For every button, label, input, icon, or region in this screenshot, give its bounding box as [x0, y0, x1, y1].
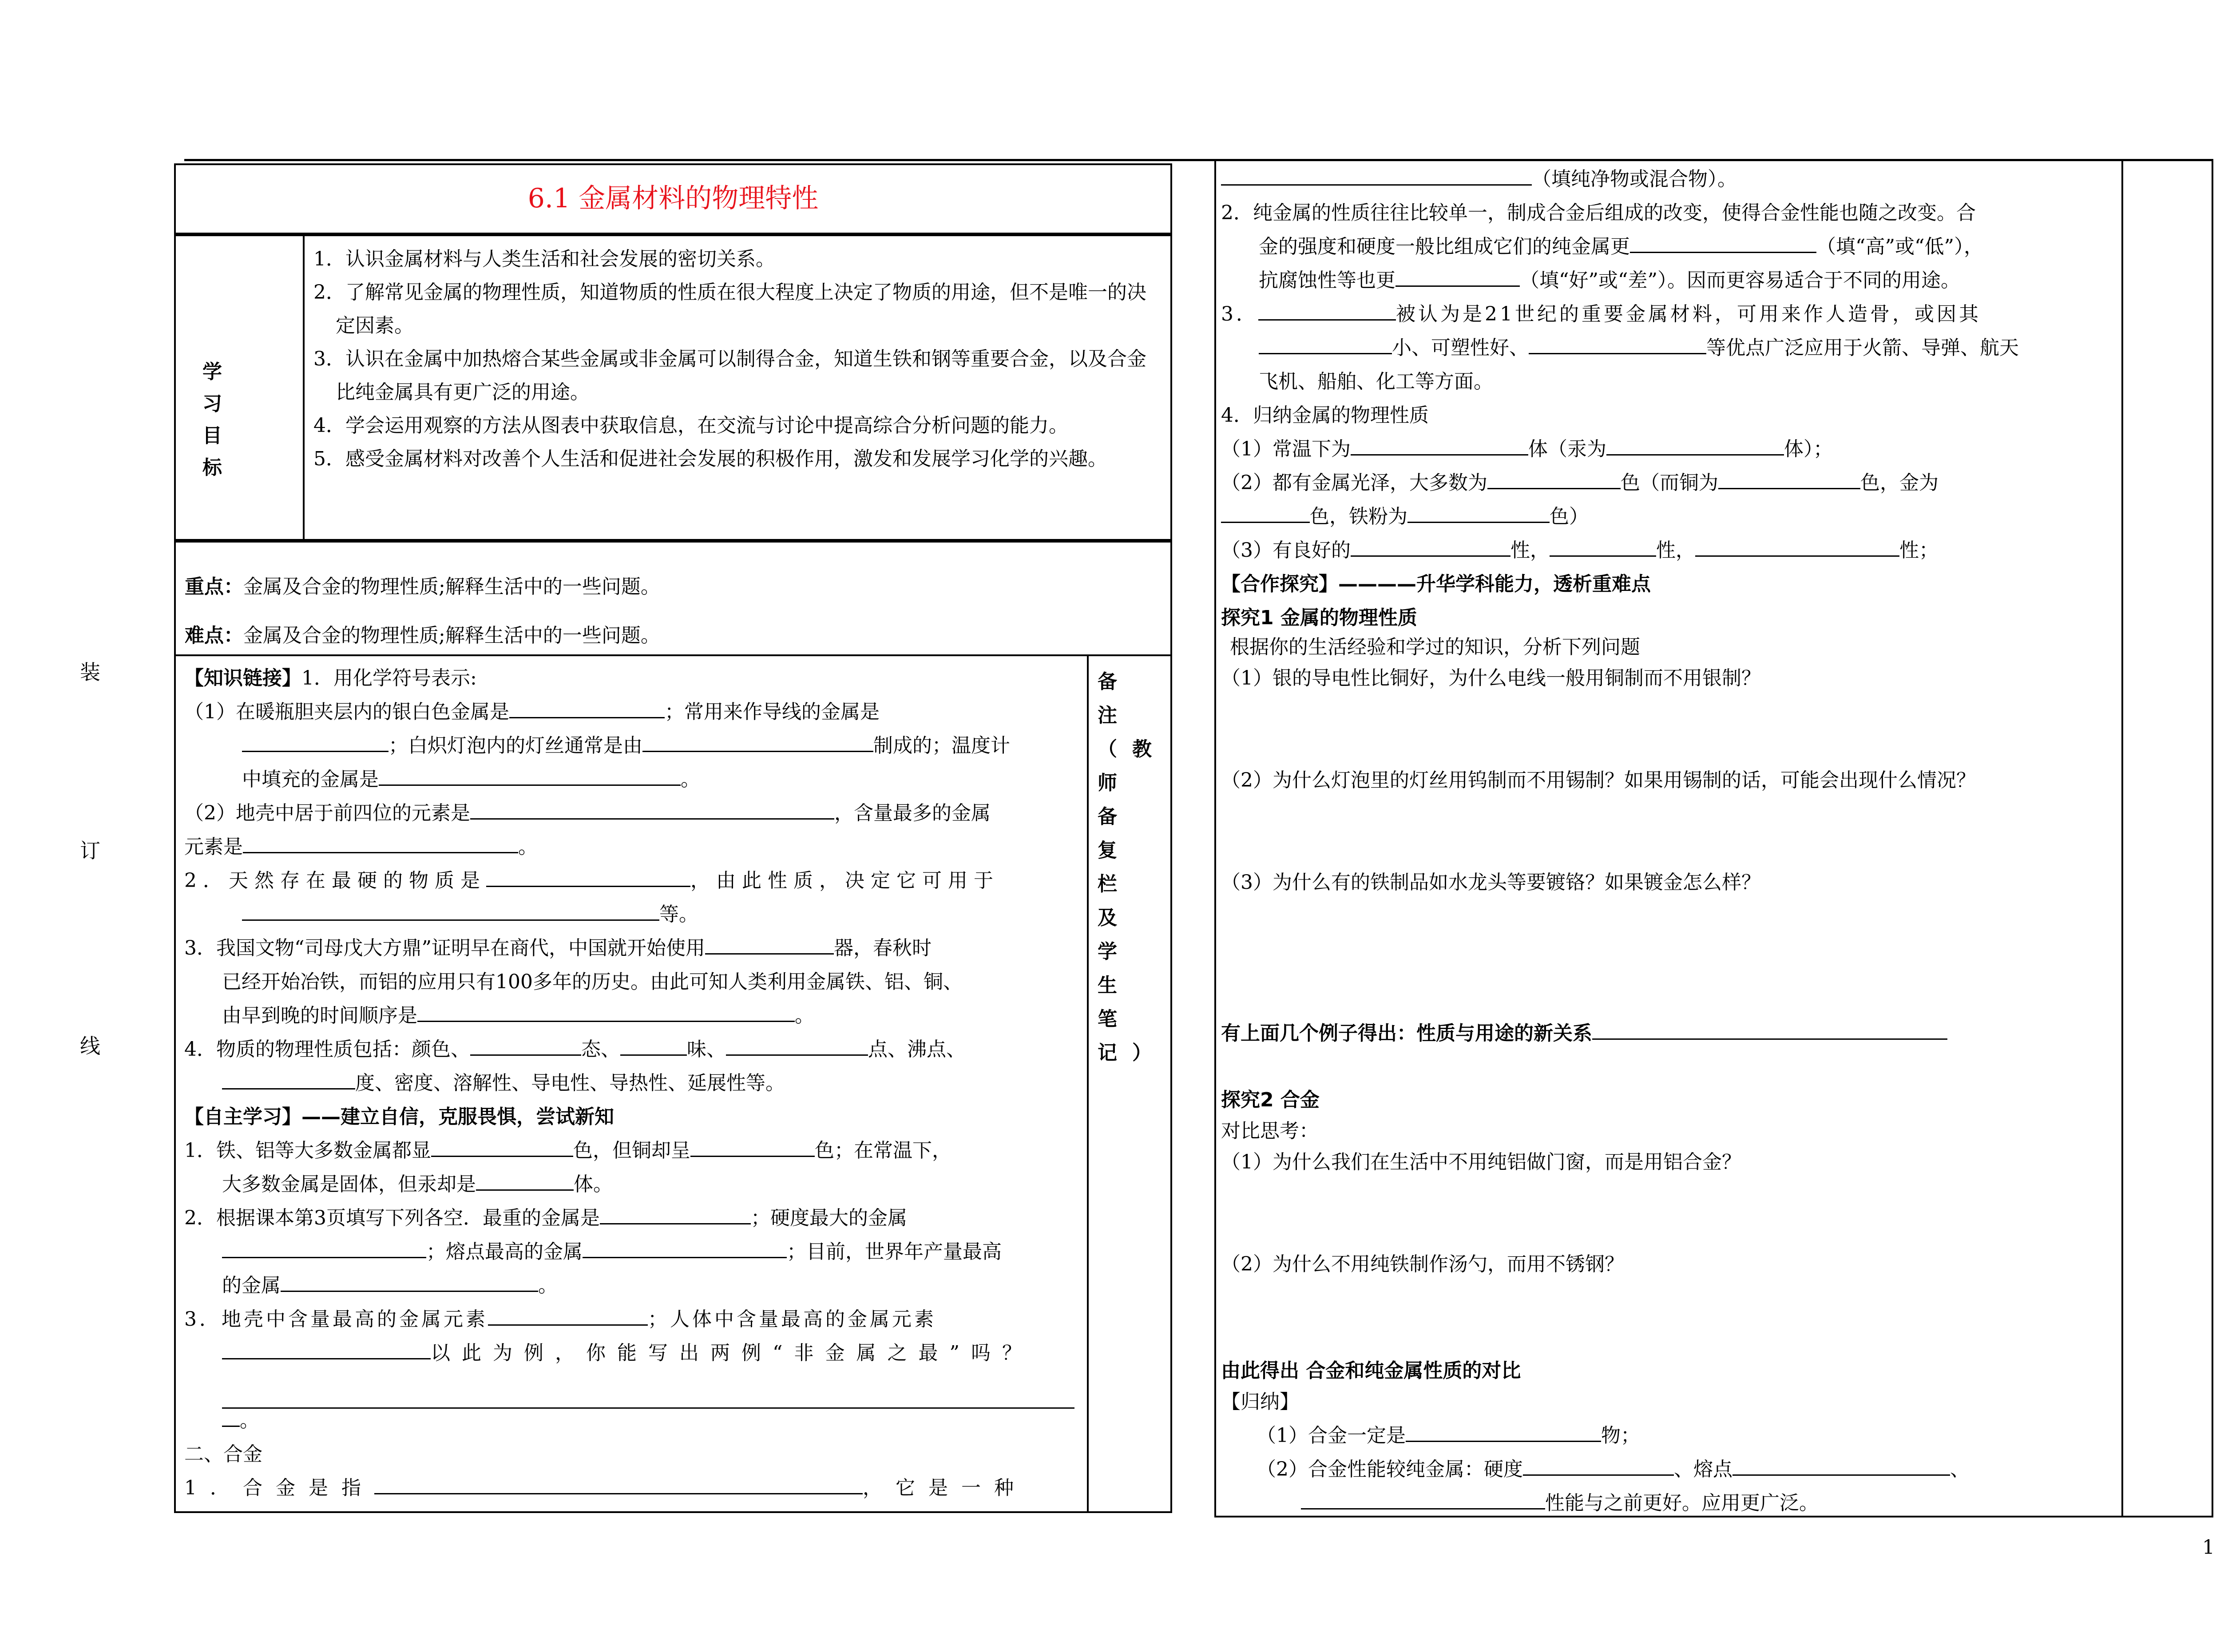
text: ；人体中含量最高的金属元素	[648, 1308, 936, 1331]
fill-blank[interactable]	[374, 1475, 863, 1494]
text: ，它是一种	[863, 1477, 1027, 1499]
text: 、	[1950, 1458, 1970, 1481]
text: （1）在暖瓶胆夹层内的银白色金属是	[184, 701, 509, 723]
text: 有上面几个例子得出：性质与用途的新关系	[1221, 1022, 1592, 1045]
objectives-list	[313, 242, 1162, 475]
fill-blank[interactable]	[600, 1205, 751, 1224]
text-line	[1259, 264, 1960, 297]
fill-blank[interactable]	[242, 733, 388, 752]
fill-blank[interactable]	[470, 800, 834, 820]
text-line	[1259, 230, 1983, 264]
fill-blank[interactable]	[1407, 504, 1550, 523]
inquiry-1-conclusion	[1221, 1017, 1947, 1050]
text: 小、可塑性好、	[1392, 337, 1529, 359]
key-point-label: 重点：	[185, 575, 243, 598]
fill-blank[interactable]	[1351, 436, 1528, 456]
fill-blank[interactable]	[1606, 436, 1784, 456]
text-line	[184, 1201, 907, 1235]
objective-item: 5．感受金属材料对改善个人生活和促进社会发展的积极作用，激发和发展学习化学的兴趣。	[313, 448, 1107, 470]
self-study-subtitle: ——建立自信，克服畏惧，尝试新知	[301, 1105, 614, 1128]
text-line	[184, 1134, 951, 1168]
fill-blank[interactable]	[1732, 1457, 1950, 1476]
key-point-text: 金属及合金的物理性质;解释生活中的一些问题。	[243, 575, 660, 598]
text: 的金属	[222, 1274, 281, 1297]
text-line	[222, 1404, 259, 1438]
inquiry-1-intro: 根据你的生活经验和学过的知识，分析下列问题	[1230, 636, 1640, 658]
page-title: 6.1 金属材料的物理特性	[174, 163, 1172, 234]
fill-blank[interactable]	[509, 699, 665, 718]
difficult-point-label: 难点：	[185, 624, 243, 647]
text: （1）常温下为	[1221, 438, 1351, 460]
fill-blank[interactable]	[486, 868, 690, 887]
cooperative-inquiry-heading	[1221, 567, 1651, 601]
text: 味、	[687, 1038, 726, 1061]
fill-blank[interactable]	[222, 1239, 426, 1258]
text: （填“好”或“差”）。因而更容易适合于不同的用途。	[1520, 269, 1960, 292]
text: 性能与之前更好。应用更广泛。	[1545, 1492, 1819, 1514]
inquiry-2-intro: 对比思考：	[1221, 1120, 1319, 1142]
fill-blank[interactable]	[690, 1138, 815, 1157]
text-line	[1221, 500, 1589, 534]
text: 性；	[1899, 539, 1939, 562]
fill-blank[interactable]	[222, 1390, 1074, 1409]
fill-blank[interactable]	[470, 1037, 581, 1056]
fill-blank[interactable]	[642, 733, 873, 752]
inquiry-1-title: 探究1 金属的物理性质	[1221, 606, 1417, 629]
text: 。	[795, 1004, 814, 1027]
fill-blank[interactable]	[1351, 538, 1510, 557]
self-study-label: 【自主学习】	[184, 1105, 301, 1128]
fill-blank[interactable]	[1718, 470, 1860, 489]
text: （2）都有金属光泽，大多数为	[1221, 471, 1487, 494]
fill-blank[interactable]	[281, 1273, 538, 1292]
text-line: 已经开始冶铁，而铝的应用只有100多年的历史。由此可知人类利用金属铁、铝、铜、	[222, 971, 963, 993]
knowledge-link-label: 【知识链接】	[184, 667, 301, 689]
text-line	[222, 1168, 613, 1201]
text: 性，	[1510, 539, 1550, 562]
fill-blank[interactable]	[1301, 1490, 1545, 1509]
text: 。	[518, 836, 538, 858]
objectives-row	[174, 234, 1172, 541]
fill-blank[interactable]	[705, 935, 834, 955]
text: 等。	[659, 903, 698, 926]
difficult-point	[185, 611, 1170, 660]
text-line	[184, 931, 932, 965]
text: 等优点广泛应用于火箭、导弹、航天	[1706, 337, 2019, 359]
text: ；常用来作导线的金属是	[665, 701, 880, 723]
text-line	[1221, 432, 1833, 466]
difficult-point-text: 金属及合金的物理性质;解释生活中的一些问题。	[243, 624, 660, 647]
text-line	[222, 1336, 1033, 1370]
inquiry-2-question-2: （2）为什么不用纯铁制作汤勺，而用不锈钢？	[1221, 1253, 1624, 1276]
fill-blank[interactable]	[1630, 234, 1816, 253]
text-line	[1301, 1486, 1819, 1520]
fill-blank[interactable]	[1523, 1457, 1674, 1476]
fill-blank[interactable]	[1695, 538, 1899, 557]
knowledge-link-line	[184, 662, 477, 695]
fill-blank[interactable]	[476, 1172, 574, 1191]
text-line	[184, 864, 999, 898]
text: 4．物质的物理性质包括：颜色、	[184, 1038, 470, 1061]
text: 体。	[574, 1173, 613, 1196]
text: 被认为是21世纪的重要金属材料，可用来作人造骨，或因其	[1396, 303, 1981, 325]
text: 以此为例，你能写出两例“非金属之最”吗？	[431, 1342, 1033, 1364]
inquiry-2-question-1: （1）为什么我们在生活中不用纯铝做门窗，而是用铝合金？	[1221, 1151, 1741, 1173]
text: 1．合金是指	[184, 1477, 374, 1499]
text: 2．根据课本第3页填写下列各空．最重的金属是	[184, 1207, 600, 1229]
fill-blank[interactable]	[379, 767, 681, 786]
inquiry-2-title: 探究2 合金	[1221, 1089, 1320, 1111]
text: 3．地壳中含量最高的金属元素	[184, 1308, 488, 1331]
cooperative-inquiry-label: 【合作探究】	[1221, 573, 1338, 595]
text-line	[1221, 466, 1939, 500]
text-line	[242, 898, 698, 931]
fill-blank[interactable]	[222, 1070, 355, 1089]
key-points-row	[174, 541, 1172, 656]
text-line: 飞机、船舶、化工等方面。	[1259, 370, 1493, 393]
text-line	[242, 729, 1010, 763]
text-line	[184, 796, 991, 830]
text-line	[1257, 1453, 1970, 1486]
fill-blank[interactable]	[222, 1408, 240, 1427]
text: 。	[240, 1409, 259, 1432]
fill-blank[interactable]	[1592, 1021, 1947, 1040]
right-margin-rule	[2121, 159, 2123, 1517]
text: 3．	[1221, 303, 1258, 325]
fill-blank[interactable]	[1258, 301, 1396, 321]
text: ，含量最多的金属	[834, 802, 991, 824]
text-line	[184, 830, 538, 864]
binding-mark-1: 装	[80, 660, 100, 684]
text-line	[222, 999, 814, 1033]
notes-column-label: 备注（教师备复栏及学生笔记）	[1098, 670, 1167, 1064]
text: 。	[538, 1274, 558, 1297]
text-line	[1257, 1419, 1640, 1453]
text: （填纯净物或混合物）。	[1532, 168, 1737, 190]
text: 由早到晚的时间顺序是	[222, 1004, 417, 1027]
text: 大多数金属是固体，但汞却是	[222, 1173, 476, 1196]
text-line: 4．归纳金属的物理性质	[1221, 404, 1429, 427]
text: 中填充的金属是	[242, 768, 379, 791]
fill-blank[interactable]	[1395, 268, 1520, 287]
text: 色）	[1550, 505, 1589, 528]
text-line	[222, 1066, 785, 1100]
fill-blank[interactable]	[1550, 538, 1656, 557]
text-line	[1221, 534, 1939, 567]
binding-mark-2: 订	[80, 839, 100, 863]
fill-blank[interactable]	[488, 1307, 648, 1326]
text-line	[222, 1269, 558, 1303]
alloy-section-heading: 二、合金	[184, 1443, 262, 1466]
text: 体（汞为	[1528, 438, 1606, 460]
text: 元素是	[184, 836, 243, 858]
objectives-label-cell	[176, 236, 305, 539]
text: 度、密度、溶解性、导电性、导热性、延展性等。	[355, 1072, 785, 1094]
objective-item: 1．认识金属材料与人类生活和社会发展的密切关系。	[313, 248, 775, 270]
text: 色，但铜却呈	[573, 1139, 690, 1162]
text-line	[1221, 162, 1737, 196]
text: 色，铁粉为	[1310, 505, 1407, 528]
fill-blank[interactable]	[1221, 504, 1310, 523]
text-line	[184, 1033, 966, 1066]
text: 1．铁、铝等大多数金属都显	[184, 1139, 431, 1162]
text: 点、沸点、	[868, 1038, 966, 1061]
text-line	[1259, 331, 2019, 365]
text: 制成的；温度计	[873, 734, 1010, 757]
text: （2）地壳中居于前四位的元素是	[184, 802, 470, 824]
fill-blank[interactable]	[222, 1340, 431, 1359]
fill-blank[interactable]	[1487, 470, 1621, 489]
text-line	[242, 763, 700, 796]
text: （3）有良好的	[1221, 539, 1351, 562]
text-line: 2．纯金属的性质往往比较单一，制成合金后组成的改变，使得合金性能也随之改变。合	[1221, 202, 1976, 224]
fill-blank[interactable]	[583, 1239, 787, 1258]
text: （1）合金一定是	[1257, 1424, 1406, 1447]
text: 、熔点	[1674, 1458, 1732, 1481]
fill-blank[interactable]	[417, 1003, 795, 1022]
text: 抗腐蚀性等也更	[1259, 269, 1395, 292]
inquiry-1-question-2: （2）为什么灯泡里的灯丝用钨制而不用锡制？如果用锡制的话，可能会出现什么情况？	[1221, 769, 1976, 792]
text: 。	[681, 768, 700, 791]
text: （填“高”或“低”），	[1816, 235, 1983, 258]
fill-blank[interactable]	[726, 1037, 868, 1056]
text: 3．我国文物“司母戊大方鼎”证明早在商代，中国就开始使用	[184, 937, 705, 959]
text: ；硬度最大的金属	[751, 1207, 907, 1229]
text: 2．天然存在最硬的物质是	[184, 869, 486, 892]
fill-blank[interactable]	[620, 1037, 687, 1056]
page-number: 1	[2202, 1536, 2215, 1559]
text-line	[184, 1471, 1027, 1505]
inquiry-2-conclusion: 由此得出 合金和纯金属性质的对比	[1221, 1359, 1521, 1382]
text-line	[184, 1303, 936, 1336]
text: 物；	[1601, 1424, 1640, 1447]
text: ；白炽灯泡内的灯丝通常是由	[388, 734, 642, 757]
binding-mark-3: 线	[80, 1034, 100, 1058]
text: 色；在常温下，	[815, 1139, 951, 1162]
inquiry-1-question-1: （1）银的导电性比铜好，为什么电线一般用铜制而不用银制？	[1221, 667, 1761, 689]
objective-item: 4．学会运用观察的方法从图表中获取信息，在交流与讨论中提高综合分析问题的能力。	[313, 414, 1068, 437]
text: 性，	[1656, 539, 1695, 562]
self-study-heading	[184, 1100, 614, 1134]
fill-blank[interactable]	[242, 902, 659, 921]
text: （2）合金性能较纯金属：硬度	[1257, 1458, 1523, 1481]
text: 态、	[581, 1038, 620, 1061]
text: 体）；	[1784, 438, 1833, 460]
text: ；目前，世界年产量最高	[787, 1240, 1002, 1263]
text: 器，春秋时	[833, 937, 932, 959]
text: ，由此性质，决定它可用于	[690, 869, 999, 892]
fill-blank[interactable]	[243, 834, 518, 853]
text: 色，金为	[1860, 471, 1939, 494]
fill-blank[interactable]	[1529, 335, 1706, 354]
objectives-label: 学习目标	[202, 361, 262, 479]
fill-blank[interactable]	[431, 1138, 573, 1157]
summary-label: 【归纳】	[1221, 1391, 1299, 1413]
text-line	[1221, 297, 1981, 331]
text: 金的强度和硬度一般比组成它们的纯金属更	[1259, 235, 1630, 258]
notes-column	[1089, 656, 1172, 1513]
key-point	[185, 563, 1170, 611]
objective-item: 3．认识在金属中加热熔合某些金属或非金属可以制得合金，知道生铁和钢等重要合金，以及合金比纯金属具有更广泛的用途。	[313, 348, 1146, 404]
objective-item: 2．了解常见金属的物理性质，知道物质的性质在很大程度上决定了物质的用途，但不是唯一的决定因素。	[313, 281, 1146, 337]
text-line	[222, 1235, 1002, 1269]
inquiry-1-question-3: （3）为什么有的铁制品如水龙头等要镀铬？如果镀金怎么样？	[1221, 871, 1761, 894]
text: 色（而铜为	[1621, 471, 1718, 494]
fill-blank[interactable]	[1406, 1423, 1601, 1442]
text: ；熔点最高的金属	[426, 1240, 583, 1263]
text: 1．用化学符号表示:	[301, 667, 477, 689]
cooperative-inquiry-subtitle: ————升华学科能力，透析重难点	[1338, 573, 1651, 595]
fill-blank[interactable]	[1221, 166, 1532, 186]
fill-blank[interactable]	[1259, 335, 1392, 354]
text-line	[184, 695, 880, 729]
